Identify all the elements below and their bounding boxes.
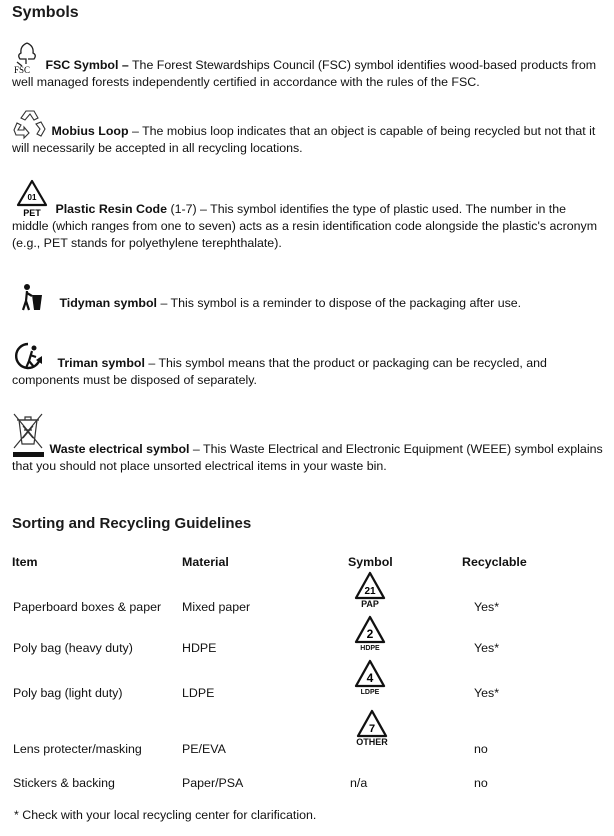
column-header-item: Item bbox=[12, 555, 38, 569]
column-header-symbol: Symbol bbox=[348, 555, 393, 569]
table-row-item: Paperboard boxes & paper bbox=[13, 600, 162, 614]
mobius-title: Mobius Loop bbox=[51, 124, 129, 138]
guidelines-heading: Sorting and Recycling Guidelines bbox=[12, 515, 252, 532]
recycle-code-icon bbox=[350, 570, 390, 609]
table-row-item: Stickers & backing bbox=[13, 776, 115, 790]
recycle-code-label: OTHER bbox=[356, 737, 388, 747]
recycle-code-number: 21 bbox=[364, 586, 376, 597]
symbol-entry-mobius bbox=[12, 108, 604, 157]
symbol-entry-resin bbox=[12, 178, 604, 252]
table-row-item: Lens protecter/masking bbox=[13, 742, 142, 756]
tidyman-icon bbox=[12, 282, 56, 312]
table-row-material: HDPE bbox=[182, 641, 217, 655]
symbol-entry-tidyman bbox=[12, 282, 604, 312]
symbol-entry-triman bbox=[12, 340, 604, 389]
fsc-text: The Forest Stewardships Council (FSC) symbol identifies wood-based products from well managed forests independently certified in accordance with the rules of the FSC. bbox=[12, 58, 597, 89]
resin-title: Plastic Resin Code bbox=[55, 202, 168, 216]
table-row-recyclable: Yes* bbox=[474, 641, 500, 655]
table-row-item: Poly bag (heavy duty) bbox=[13, 641, 133, 655]
table-row-item: Poly bag (light duty) bbox=[13, 686, 123, 700]
footnote: * Check with your local recycling center for clarification. bbox=[14, 808, 317, 822]
recycle-code-icon bbox=[350, 614, 390, 653]
resin-code-icon bbox=[12, 178, 52, 218]
recycle-code-label: PAP bbox=[361, 599, 379, 609]
resin-text: (1-7) – This symbol identifies the type of plastic used. The number in the middle (which ranges from one to seven) acts as a resin identification code alongside the plastic's acronym (e.g., PET stands for polyethylene terephthalate). bbox=[12, 202, 598, 250]
triman-icon bbox=[12, 340, 54, 372]
table-row-material: Paper/PSA bbox=[182, 776, 244, 790]
recycle-code-number: 2 bbox=[366, 627, 374, 641]
recycle-code-icon bbox=[350, 658, 390, 697]
triman-title: Triman symbol bbox=[57, 356, 145, 370]
table-row-symbol-text: n/a bbox=[350, 776, 368, 790]
mobius-loop-icon bbox=[12, 108, 48, 140]
recycle-code-label: LDPE bbox=[360, 689, 380, 696]
resin-icon-number: 01 bbox=[27, 193, 37, 202]
weee-title: Waste electrical symbol bbox=[49, 442, 190, 456]
fsc-tree-icon bbox=[12, 40, 42, 74]
column-header-material: Material bbox=[182, 555, 229, 569]
table-row-material: LDPE bbox=[182, 686, 215, 700]
triman-text: – This symbol means that the product or packaging can be recycled, and components must be disposed of separately. bbox=[12, 356, 547, 387]
table-row-recyclable: no bbox=[474, 776, 488, 790]
weee-text: – This Waste Electrical and Electronic Equipment (WEEE) symbol explains that you should not place unsorted electrical items in your waste bin. bbox=[12, 442, 603, 473]
table-row-recyclable: Yes* bbox=[474, 686, 500, 700]
recycle-code-label: HDPE bbox=[360, 645, 380, 652]
symbols-heading: Symbols bbox=[12, 4, 79, 21]
recycle-code-number: 4 bbox=[366, 671, 374, 685]
recycle-code-icon bbox=[352, 708, 392, 747]
table-row-material: PE/EVA bbox=[182, 742, 226, 756]
symbol-entry-weee bbox=[12, 412, 604, 475]
table-row-material: Mixed paper bbox=[182, 600, 251, 614]
table-row-recyclable: no bbox=[474, 742, 488, 756]
weee-bin-icon bbox=[12, 412, 46, 458]
column-header-recyclable: Recyclable bbox=[462, 555, 527, 569]
recycle-code-number: 7 bbox=[368, 723, 376, 735]
symbol-entry-fsc bbox=[12, 40, 604, 91]
fsc-icon-label: FSC bbox=[14, 65, 31, 74]
fsc-title: FSC Symbol – bbox=[45, 58, 129, 72]
tidyman-title: Tidyman symbol bbox=[59, 296, 157, 310]
resin-icon-label: PET bbox=[23, 208, 41, 218]
table-row-recyclable: Yes* bbox=[474, 600, 500, 614]
tidyman-text: – This symbol is a reminder to dispose of the packaging after use. bbox=[157, 296, 522, 310]
mobius-text: – The mobius loop indicates that an object is capable of being recycled but not that it will necessarily be accepted in all recycling locations. bbox=[12, 124, 596, 155]
